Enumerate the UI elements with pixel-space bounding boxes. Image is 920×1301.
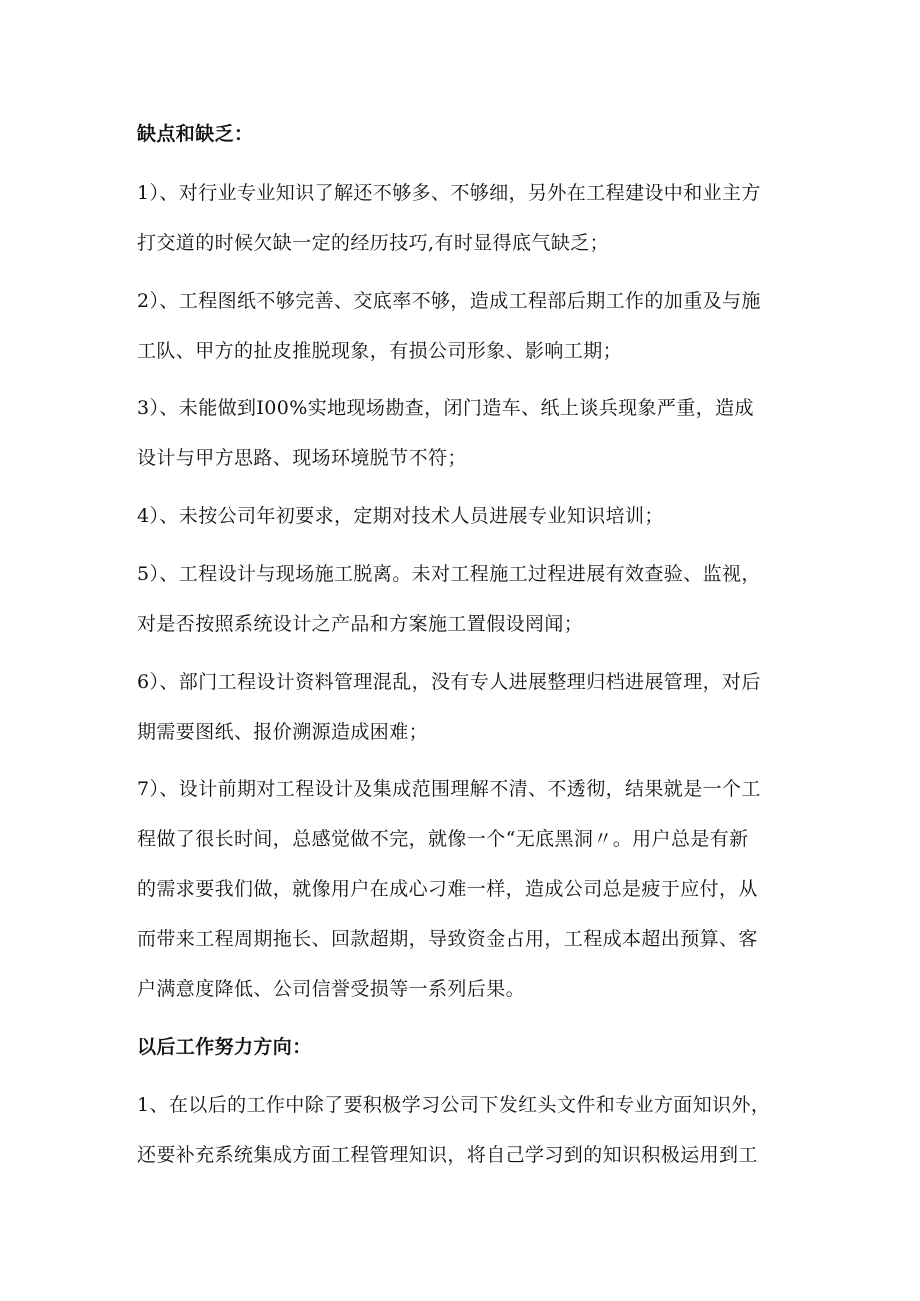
item-4-line-1: 4）、未按公司年初要求，定期对技术人员进展专业知识培训； <box>137 505 664 527</box>
item-6-line-2: 期需要图纸、报价溯源造成困难； <box>137 721 429 743</box>
item-7-line-5: 户满意度降低、公司信誉受损等一系列后果。 <box>137 978 526 1000</box>
item-1-line-2: 打交道的时候欠缺一定的经历技巧,有时显得底气缺乏； <box>137 232 610 254</box>
item-3-line-1: 3）、未能做到I00%实地现场勘查，闭门造车、纸上谈兵现象严重，造成 <box>137 397 754 419</box>
item-3-line-2: 设计与甲方思路、现场环境脱节不符； <box>137 447 467 469</box>
item-8-line-1: 1、在以后的工作中除了要积极学习公司下发红头文件和专业方面知识外， <box>137 1094 771 1116</box>
item-6-line-1: 6）、部门工程设计资料管理混乱，没有专人进展整理归档进展管理，对后 <box>137 671 761 693</box>
item-5-line-1: 5）、工程设计与现场施工脱离。未对工程施工过程进展有效查验、监视， <box>137 563 761 585</box>
item-1-line-1: 1）、对行业专业知识了解还不够多、不够细，另外在工程建设中和业主方 <box>137 182 761 204</box>
item-7-line-4: 而带来工程周期拖长、回款超期，导致资金占用，工程成本超出预算、客 <box>137 928 758 950</box>
item-2-line-2: 工队、甲方的扯皮推脱现象，有损公司形象、影响工期； <box>137 340 623 362</box>
section-heading-shortcomings: 缺点和缺乏： <box>137 123 254 145</box>
item-2-line-1: 2）、工程图纸不够完善、交底率不够，造成工程部后期工作的加重及与施 <box>137 290 761 312</box>
item-5-line-2: 对是否按照系统设计之产品和方案施工置假设罔闻； <box>137 613 584 635</box>
item-7-line-3: 的需求要我们做，就像用户在成心刁难一样，造成公司总是疲于应付，从 <box>137 878 758 900</box>
item-7-line-2: 程做了很长时间，总感觉做不完，就像一个“无底黑洞〃。用户总是有新 <box>137 828 749 850</box>
section-heading-future-direction: 以后工作努力方向： <box>137 1036 312 1058</box>
item-7-line-1: 7）、设计前期对工程设计及集成范围理解不清、不透彻，结果就是一个工 <box>137 778 761 800</box>
item-8-line-2: 还要补充系统集成方面工程管理知识，将自己学习到的知识积极运用到工 <box>137 1144 758 1166</box>
